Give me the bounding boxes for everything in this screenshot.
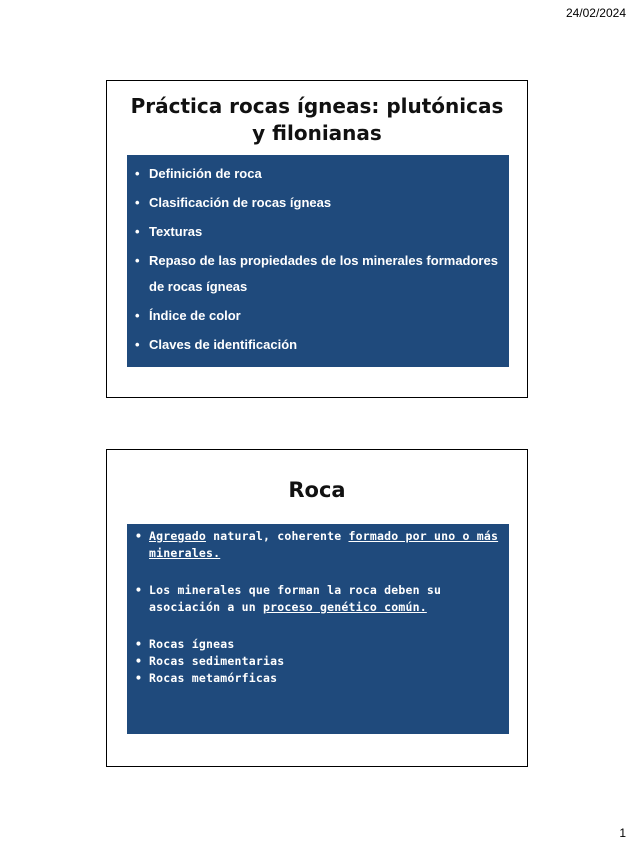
slide-1	[106, 80, 528, 398]
bullet-icon: •	[135, 224, 140, 239]
print-date: 24/02/2024	[565, 6, 626, 20]
bullet-icon: •	[135, 529, 143, 543]
bullet-icon: •	[135, 583, 143, 597]
slide-1-title: Práctica rocas ígneas: plutónicas y filonianas	[130, 94, 504, 145]
slide-2-title: Roca	[288, 478, 346, 502]
list-item: • Agregado natural, coherente formado por uno o más minerales.	[135, 529, 499, 560]
bullet-icon: •	[135, 308, 140, 323]
term-formado: formado por uno o más minerales.	[149, 529, 499, 560]
bullet-icon: •	[135, 654, 143, 668]
slide-1-content-panel	[127, 155, 509, 367]
list-item: • Claves de identificación	[133, 332, 499, 358]
list-item: • Los minerales que forman la roca deben su asociación a un proceso genético común.	[135, 583, 442, 614]
list-item: • Rocas sedimentarias	[135, 654, 285, 668]
list-item: • Índice de color	[133, 303, 499, 329]
bullet-icon: •	[135, 195, 140, 210]
slide-2-content-panel	[127, 524, 509, 734]
slide-1-bullet-list	[133, 161, 499, 358]
list-item: • Rocas ígneas	[135, 637, 235, 651]
list-item: • Definición de roca	[133, 161, 499, 187]
page-number: 1	[619, 826, 626, 840]
bullet-icon: •	[135, 166, 140, 181]
term-proceso: proceso genético común.	[262, 600, 427, 614]
slide-2	[106, 449, 528, 767]
bullet-icon: •	[135, 253, 140, 268]
list-item: • Texturas	[133, 219, 499, 245]
list-item: • Repaso de las propiedades de los minerales formadores de rocas ígneas	[133, 248, 499, 300]
bullet-icon: •	[135, 671, 143, 685]
list-item: • Rocas metamórficas	[135, 671, 278, 685]
term-agregado: Agregado	[149, 529, 206, 543]
slide-2-bullet-list	[133, 528, 499, 687]
bullet-icon: •	[135, 337, 140, 352]
list-item: • Clasificación de rocas ígneas	[133, 190, 499, 216]
bullet-icon: •	[135, 637, 143, 651]
